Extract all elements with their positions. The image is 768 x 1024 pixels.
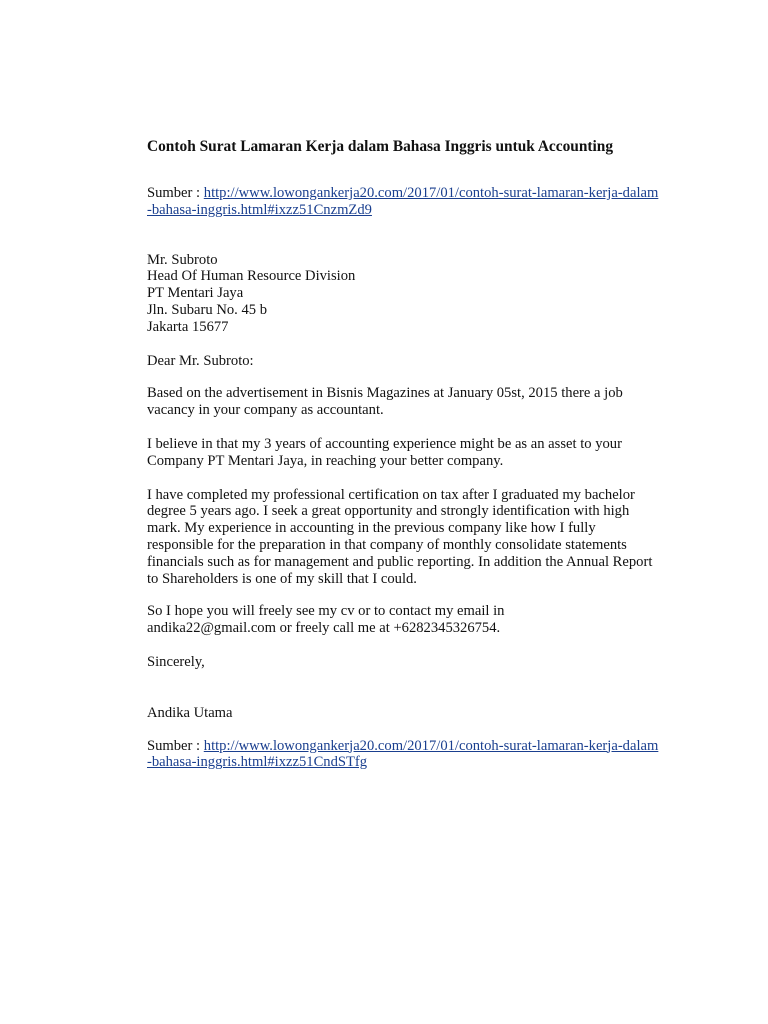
salutation: Dear Mr. Subroto:	[147, 352, 254, 369]
recipient-company: PT Mentari Jaya	[147, 285, 244, 302]
source-top-link[interactable]: http://www.lowongankerja20.com/2017/01/contoh-surat-lamaran-kerja-dalam-bahasa-inggris.html#ixzz51CnzmZd9	[147, 185, 659, 218]
source-bottom-label: Sumber :	[147, 737, 204, 754]
source-bottom	[147, 738, 659, 772]
paragraph-2: I believe in that my 3 years of accounting experience might be as an asset to your Company PT Mentari Jaya, in reaching your better company.	[147, 435, 622, 469]
source-top-label: Sumber :	[147, 185, 204, 201]
source-bottom-link[interactable]: http://www.lowongankerja20.com/2017/01/contoh-surat-lamaran-kerja-dalam-bahasa-inggris.html#ixzz51CndSTfg	[147, 737, 659, 771]
paragraph-4: So I hope you will freely see my cv or to contact my email in andika22@gmail.com or freely call me at +6282345326754.	[147, 603, 505, 637]
recipient-address	[147, 252, 667, 336]
signature: Andika Utama	[147, 704, 233, 721]
recipient-name: Mr. Subroto	[147, 251, 218, 268]
source-top	[147, 185, 659, 219]
paragraph-1: Based on the advertisement in Bisnis Magazines at January 05st, 2015 there a job vacancy in your company as accountant.	[147, 385, 623, 419]
recipient-city: Jakarta 15677	[147, 318, 229, 335]
document-page	[147, 137, 667, 771]
closing: Sincerely,	[147, 653, 205, 670]
recipient-street: Jln. Subaru No. 45 b	[147, 301, 267, 318]
recipient-position: Head Of Human Resource Division	[147, 268, 356, 285]
document-title: Contoh Surat Lamaran Kerja dalam Bahasa Inggris untuk Accounting	[147, 138, 614, 155]
paragraph-3: I have completed my professional certification on tax after I graduated my bachelor degree 5 years ago. I seek a great opportunity and strongly identification with high mark. My experience in accounting in the previous company like how I fully responsible for the preparation in that company of monthly consolidate statements financials such as for management and public reporting. In addition the Annual Report to Shareholders is one of my skill that I could.	[147, 486, 653, 587]
